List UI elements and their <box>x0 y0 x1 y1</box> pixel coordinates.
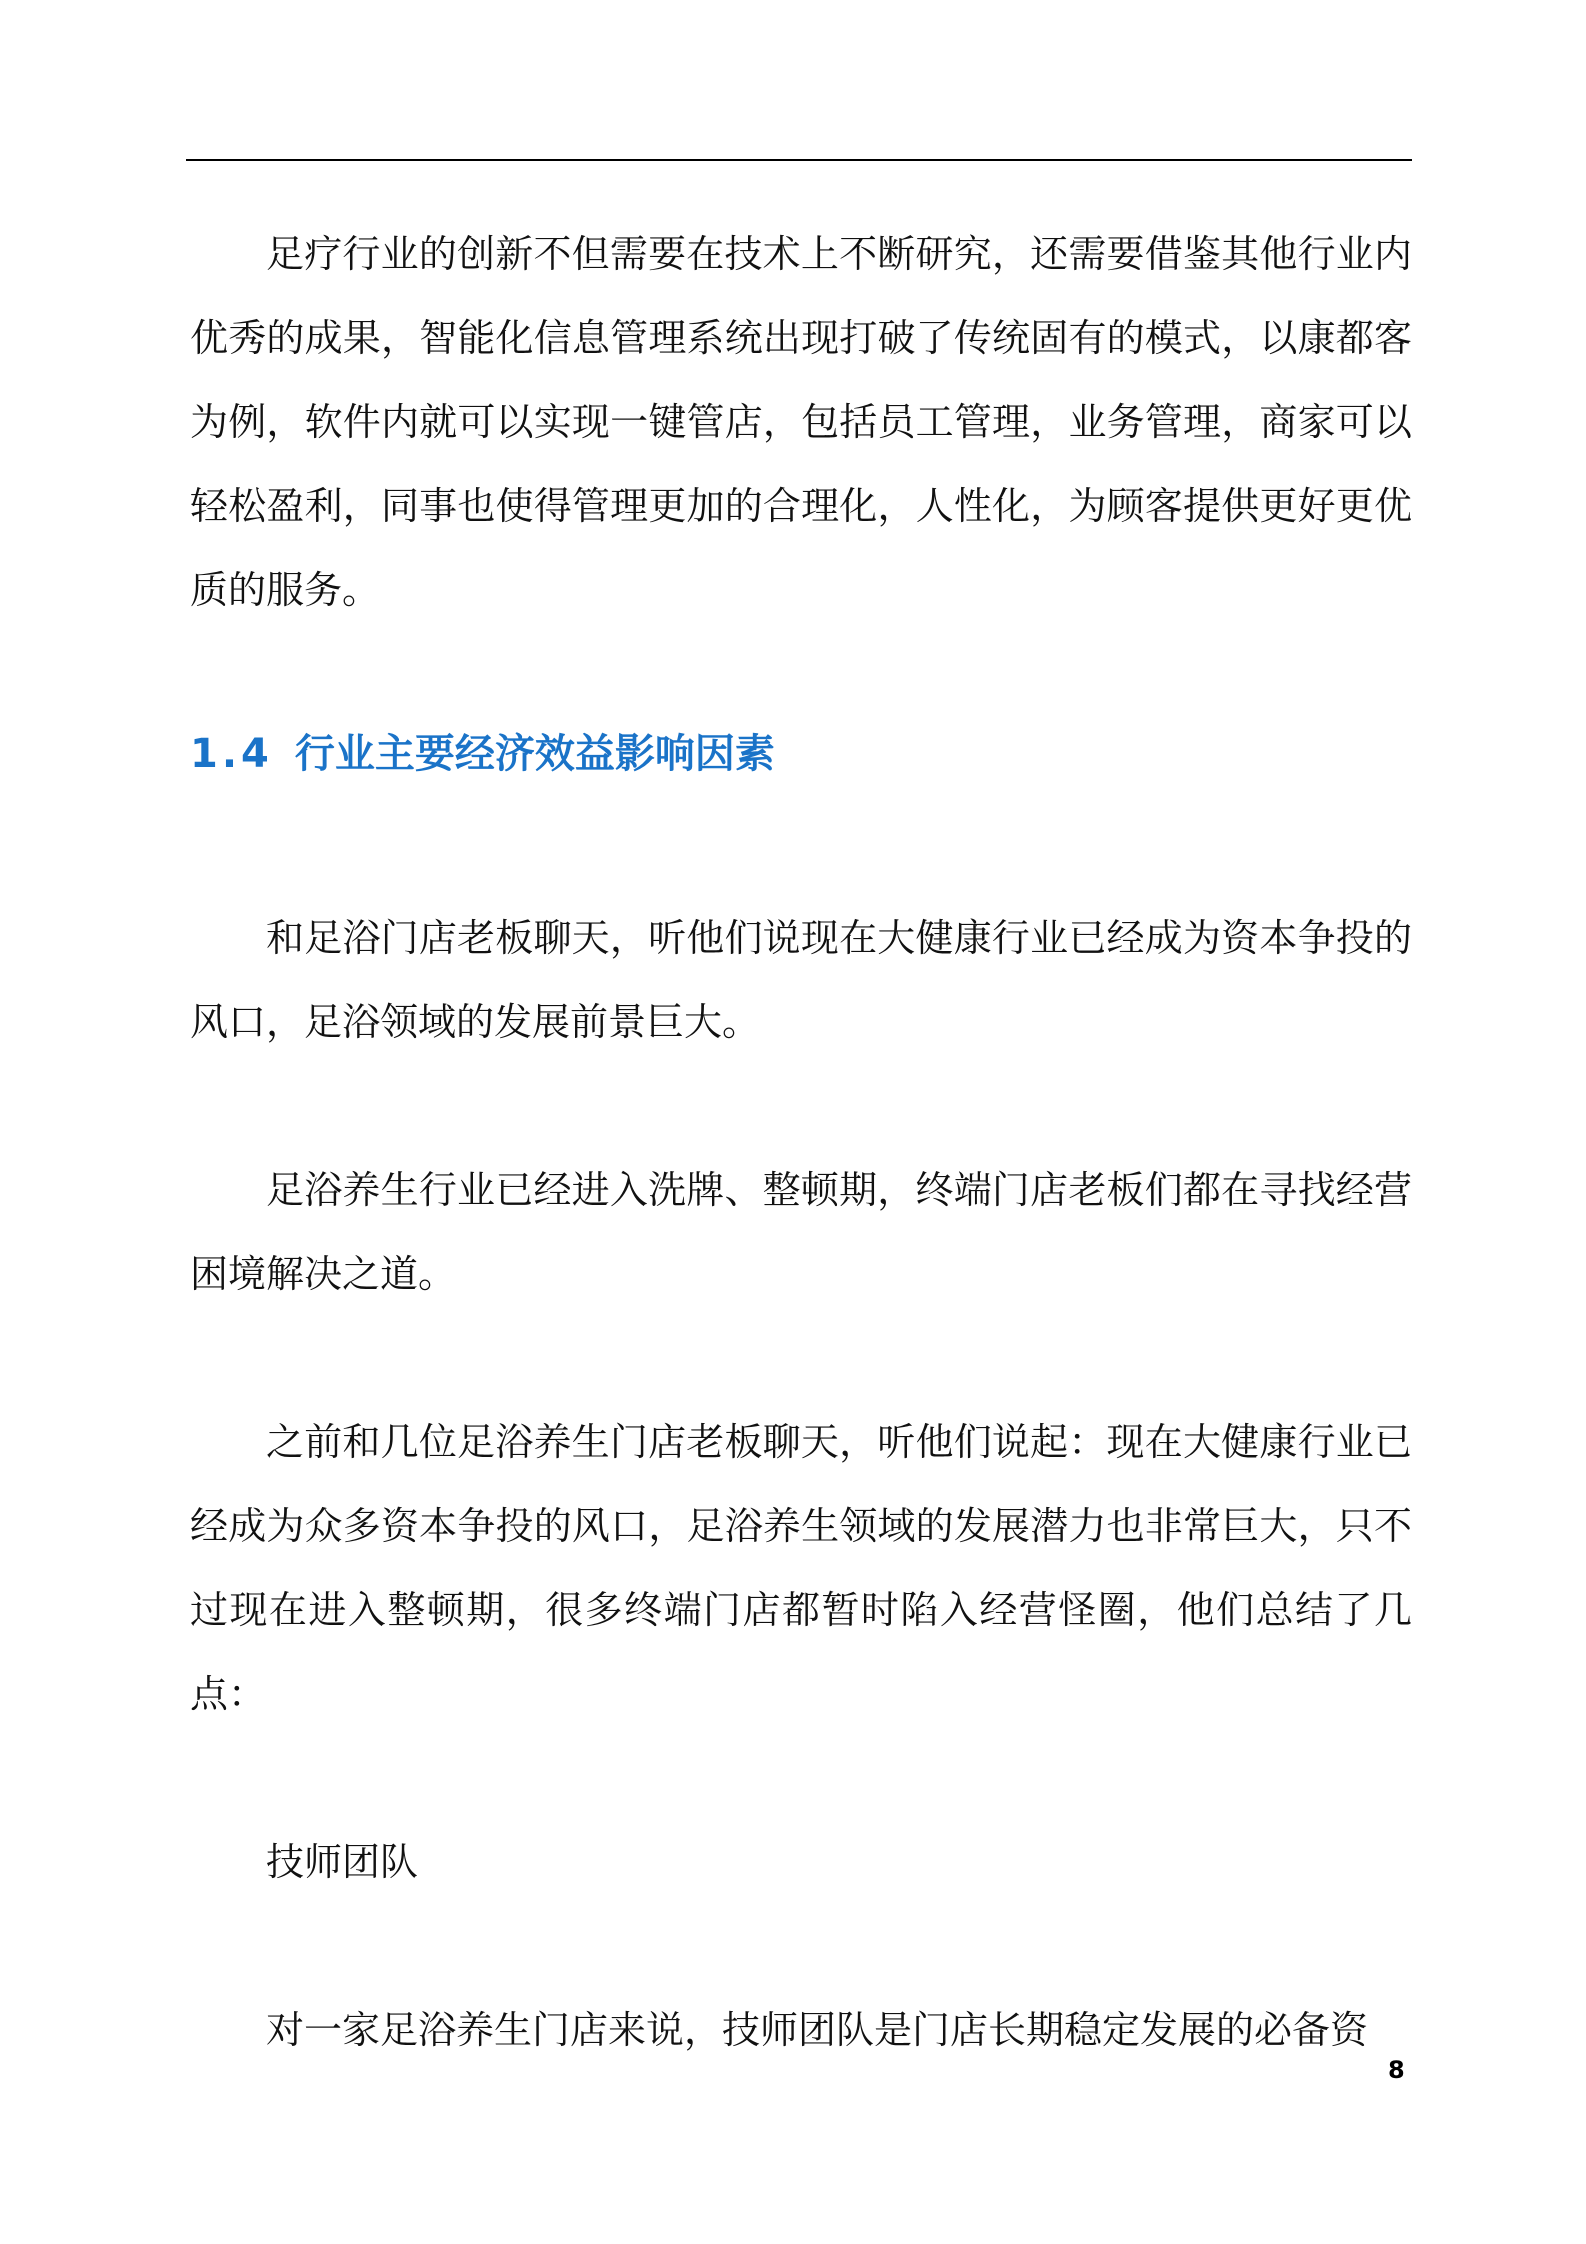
paragraph-technician-team: 对一家足浴养生门店来说，技师团队是门店长期稳定发展的必备资 <box>266 2008 1369 2052</box>
paragraph-market-outlook: 和足浴门店老板聊天，听他们说现在大健康行业已经成为资本争投的风口，足浴领域的发展前景巨大。 <box>190 916 1412 1044</box>
paragraph-industry-reshuffle: 足浴养生行业已经进入洗牌、整顿期，终端门店老板们都在寻找经营困境解决之道。 <box>190 1168 1412 1296</box>
section-heading <box>190 726 775 782</box>
paragraph-owner-summary: 之前和几位足浴养生门店老板聊天，听他们说起：现在大健康行业已经成为众多资本争投的风口，足浴养生领域的发展潜力也非常巨大，只不过现在进入整顿期，很多终端门店都暂时陷入经营怪圈，他们总结了几点： <box>190 1420 1412 1716</box>
page-number: 8 <box>1388 2056 1405 2084</box>
paragraph-innovation: 足疗行业的创新不但需要在技术上不断研究，还需要借鉴其他行业内优秀的成果，智能化信息管理系统出现打破了传统固有的模式，以康都客为例，软件内就可以实现一键管店，包括员工管理，业务管理，商家可以轻松盈利，同事也使得管理更加的合理化，人性化，为顾客提供更好更优质的服务。 <box>190 232 1412 612</box>
header-rule <box>186 159 1412 161</box>
paragraph-technician-team-label: 技师团队 <box>266 1840 419 1884</box>
section-title: 行业主要经济效益影响因素 <box>294 731 775 777</box>
section-number: 1.4 <box>190 731 273 777</box>
